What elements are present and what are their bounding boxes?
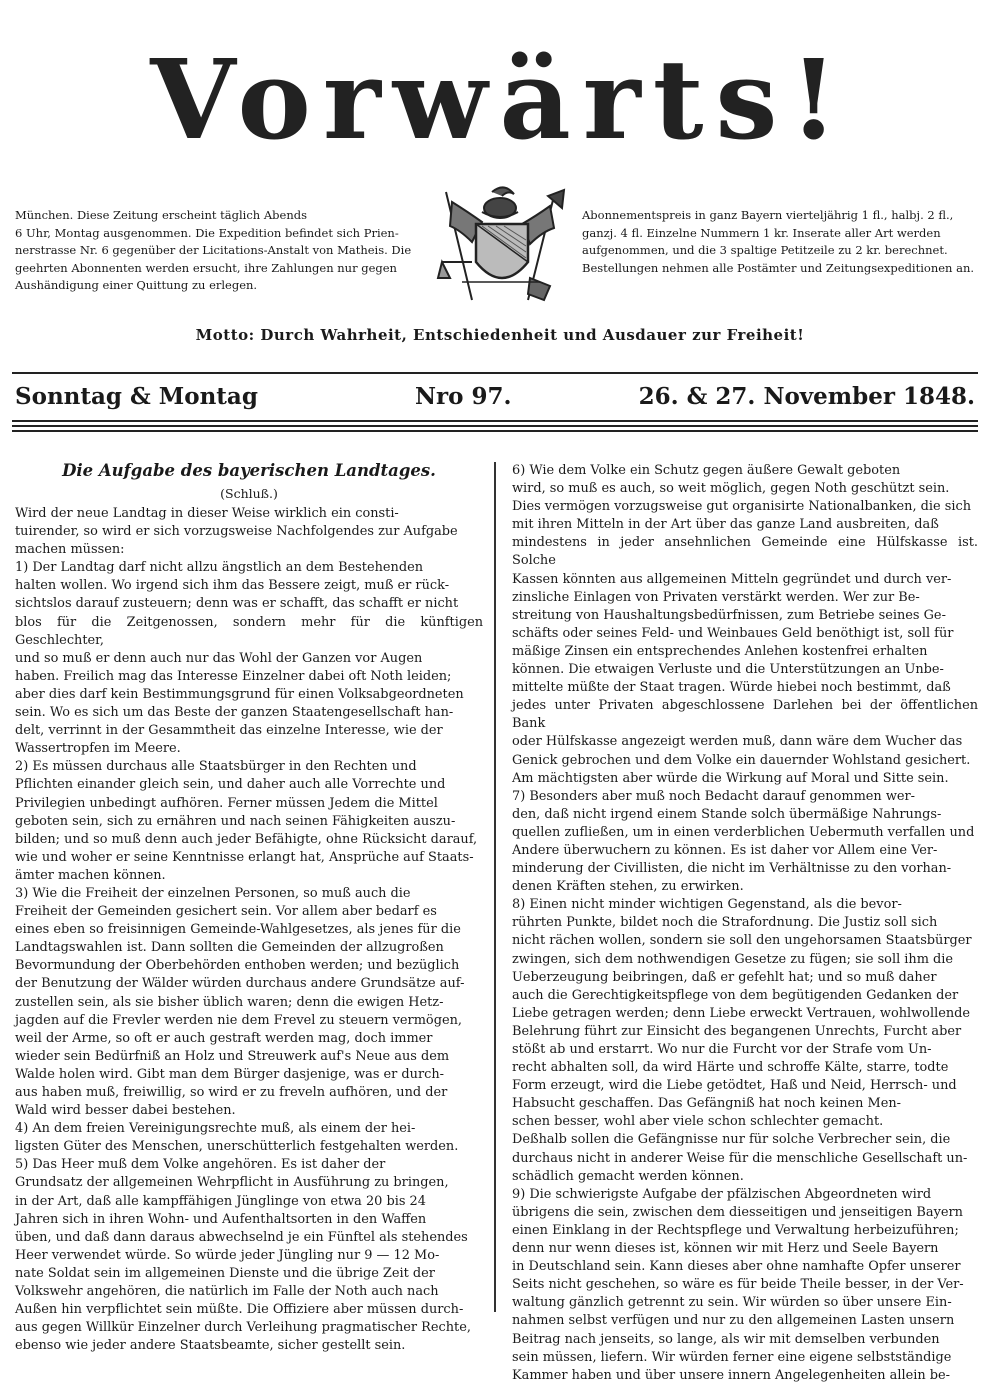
dateline-issue-number: Nro 97. xyxy=(415,383,512,410)
motto: Motto: Durch Wahrheit, Entschiedenheit und Ausdauer zur Freiheit! xyxy=(195,326,805,344)
divider-rule xyxy=(12,425,978,427)
article-paragraph: 7) Besonders aber muß noch Bedacht darauf genommen wer- den, daß nicht irgend einem Stande solch übermäßige Nahrungs- quellen zufließen, um in einen verderblichen Uebermuth verfallen und Andere überwuchern zu können. Es ist daher vor Allem eine Ver- minderung der Civillisten, die nicht im Verhältnisse zu den vorhan- denen Kräften stehen, zu erwirken. xyxy=(512,788,975,895)
article-paragraph: Wird der neue Landtag in dieser Weise wirklich ein consti- tuirender, so wird er sich vorzugsweise Nachfolgendes zur Aufgabe machen müssen: xyxy=(15,506,458,558)
publication-info-left: München. Diese Zeitung erscheint täglich Abends 6 Uhr, Montag ausgenommen. Die Expedition befindet sich Prien- nerstrasse Nr. 6 gegenüber der Licitations-Anstalt von Matheis. Die geehrten Abonnenten werden ersucht, ihre Zahlungen nur gegen Aushändigung einer Quittung zu erlegen. xyxy=(15,208,412,292)
dateline-day: Sonntag & Montag xyxy=(15,383,258,410)
article-paragraph: 6) Wie dem Volke ein Schutz gegen äußere Gewalt geboten wird, so muß es auch, so weit möglich, gegen Noth geschützt sein. Dies vermögen vorzugsweise gut organisirte Nationalbanken, die sich mit ihren Mitteln in der Art über das ganze Land ausbreiten, daß mindestens in jeder ansehnlichen Gemeinde eine Hülfskasse ist. Solche Kassen könnten aus allgemeinen Mitteln gegründet und durch ver- zinsliche Einlagen von Privaten verstärkt werden. Wer zur Be- streitung von Haushaltungsbedürfnissen, zum Betriebe seines Ge- schäfts oder seines Feld- und Weinbaues Geld benöthigt ist, soll für mäßige Zinsen ein entsprechendes Anlehen kostenfrei erhalten können. Die etwaigen Verluste und die Unterstützungen an Unbe- mittelte müßte der Staat tragen. Würde hiebei noch bestimmt, daß jedes unter Privaten abgeschlossene Darlehen bei der öffentlichen Bank oder Hülfskasse angezeigt werden muß, dann wäre dem Wucher das Genick gebrochen und dem Volke ein dauernder Wohlstand gesichert. Am mächtigsten aber würde die Wirkung auf Moral und Sitte sein. xyxy=(512,463,978,786)
article-paragraph: 3) Wie die Freiheit der einzelnen Personen, so muß auch die Freiheit der Gemeinden gesichert sein. Vor allem aber bedarf es eines eben so freisinnigen Gemeinde-Wahlgesetzes, als jenes für die Landtagswahlen ist. Dann sollten die Gemeinden der allzugroßen Bevormundung der Oberbehörden enthoben werden; und bezüglich der Benutzung der Wälder würden durchaus andere Grundsätze auf- zustellen sein, als sie bisher üblich waren; denn die ewigen Hetz- jagden auf die Frevler werden nie dem Frevel zu steuern vermögen, weil der Arme, so oft er auch gestraft werden mag, doch immer wieder sein Bedürfniß an Holz und Streuwerk auf's Neue aus dem Walde holen wird. Gibt man dem Bürger dasjenige, was er durch- aus haben muß, freiwillig, so wird er zu freveln aufhören, und der Wald wird besser dabei bestehen. xyxy=(15,885,465,1119)
article-paragraph: 1) Der Landtag darf nicht allzu ängstlich an dem Bestehenden halten wollen. Wo irgend sich ihm das Bessere zeigt, muß er rück- sichtslos darauf zusteuern; denn was er schafft, das schafft er nicht blos für die Zeitgenossen, sondern mehr für die künftigen Geschlechter, und so muß er denn auch nur das Wohl der Ganzen vor Augen haben. Freilich mag das Interesse Einzelner dabei oft Noth leiden; aber dies darf kein Bestimmungsgrund für einen Volksabgeordneten sein. Wo es sich um das Beste der ganzen Staatengesellschaft han- delt, verrinnt in der Gesammtheit das einzelne Interesse, wie der Wassertropfen im Meere. xyxy=(15,560,483,757)
article-paragraph: 8) Einen nicht minder wichtigen Gegenstand, als die bevor- rührten Punkte, bildet noch die Strafordnung. Die Justiz soll sich nicht rächen wollen, sondern sie soll den ungehorsamen Staatsbürger zwingen, sich dem nothwendigen Gesetze zu fügen; sie soll ihm die Ueberzeugung beibringen, daß er gefehlt hat; und so muß daher auch die Gerechtigkeitspflege von dem begütigenden Gedanken der Liebe getragen werden; denn Liebe erweckt Vertrauen, wohlwollende Belehrung führt zur Einsicht des begangenen Unrechts, Furcht aber stößt ab und erstarrt. Wo nur die Furcht vor der Strafe vom Un- recht abhalten soll, da wird Härte und schroffe Kälte, starre, todte Form erzeugt, wird die Liebe getödtet, Haß und Neid, Herrsch- und Habsucht geschaffen. Das Gefängniß hat noch keinen Men- schen besser, wohl aber viele schon schlechter gemacht. Deßhalb sollen die Gefängnisse nur für solche Verbrecher sein, die durchaus nicht in anderer Weise für die menschliche Gesellschaft un- schädlich gemacht werden können. xyxy=(512,897,972,1184)
article-paragraph: 4) An dem freien Vereinigungsrechte muß, als einem der hei- ligsten Güter des Menschen, unerschütterlich festgehalten werden. xyxy=(15,1121,459,1155)
masthead-title: Vorwärts! xyxy=(150,35,850,164)
article-subtitle: (Schluß.) xyxy=(220,486,278,501)
article-paragraph: 5) Das Heer muß dem Volke angehören. Es ist daher der Grundsatz der allgemeinen Wehrpflicht in Ausführung zu bringen, in der Art, daß alle kampffähigen Jünglinge von etwa 20 bis 24 Jahren sich in ihren Wohn- und Aufenthaltsorten in den Waffen üben, und daß dann daraus abwechselnd je ein Fünftel als stehendes Heer verwendet würde. So würde jeder Jüngling nur 9 — 12 Mo- nate Soldat sein im allgemeinen Dienste und die übrige Zeit der Volkswehr angehören, die natürlich im Falle der Noth auch nach Außen hin verpflichtet sein müßte. Die Offiziere aber müssen durch- aus gegen Willkür Einzelner durch Verleihung pragmatischer Rechte, ebenso wie jeder andere Staatsbeamte, sicher gestellt sein. xyxy=(15,1157,471,1354)
publication-info-right: Abonnementspreis in ganz Bayern vierteljährig 1 fl., halbj. 2 fl., ganzj. 4 fl. Einzelne Nummern 1 kr. Inserate aller Art werden aufgenommen, und die 3 spaltige Petitzeile zu 2 kr. berechnet. Bestellungen nehmen alle Postämter und Zeitungsexpeditionen an. xyxy=(582,208,975,275)
article-paragraph: 9) Die schwierigste Aufgabe der pfälzischen Abgeordneten wird übrigens die sein, zwischen dem diesseitigen und jenseitigen Bayern einen Einklang in der Rechtspflege und Verwaltung herbeizuführen; denn nur wenn dieses ist, können wir mit Herz und Seele Bayern in Deutschland sein. Kann dieses aber ohne namhafte Opfer unserer Seits nicht geschehen, so wäre es für beide Theile besser, in der Ver- waltung gänzlich getrennt zu sein. Wir würden so über unsere Ein- nahmen selbst verfügen und nur zu den allgemeinen Lasten unsern Beitrag nach jenseits, so lange, als wir mit demselben verbunden sein müssen, liefern. Wir würden ferner eine eigene selbstständige Kammer haben und über unsere innern Angelegenheiten allein be- xyxy=(512,1186,964,1383)
article-paragraph: 2) Es müssen durchaus alle Staatsbürger in den Rechten und Pflichten einander gleich sein, und daher auch alle Vorrechte und Privilegien unbedingt aufhören. Ferner müssen Jedem die Mittel geboten sein, sich zu ernähren und nach seinen Fähigkeiten auszu- bilden; und so muß denn auch jeder Befähigte, ohne Rücksicht darauf, wie und woher er seine Kenntnisse erlangt hat, Ansprüche auf Staats- ämter machen können. xyxy=(15,759,478,883)
column-divider xyxy=(494,462,496,1312)
article-title: Die Aufgabe des bayerischen Landtages. xyxy=(62,461,436,480)
article-column-right xyxy=(512,462,978,1385)
divider-rule xyxy=(12,430,978,432)
divider-rule xyxy=(12,420,978,422)
article-column-left xyxy=(15,460,483,1355)
dateline xyxy=(15,382,975,412)
dateline-date: 26. & 27. November 1848. xyxy=(638,383,975,410)
coat-of-arms-emblem xyxy=(432,182,570,310)
divider-rule xyxy=(12,372,978,374)
